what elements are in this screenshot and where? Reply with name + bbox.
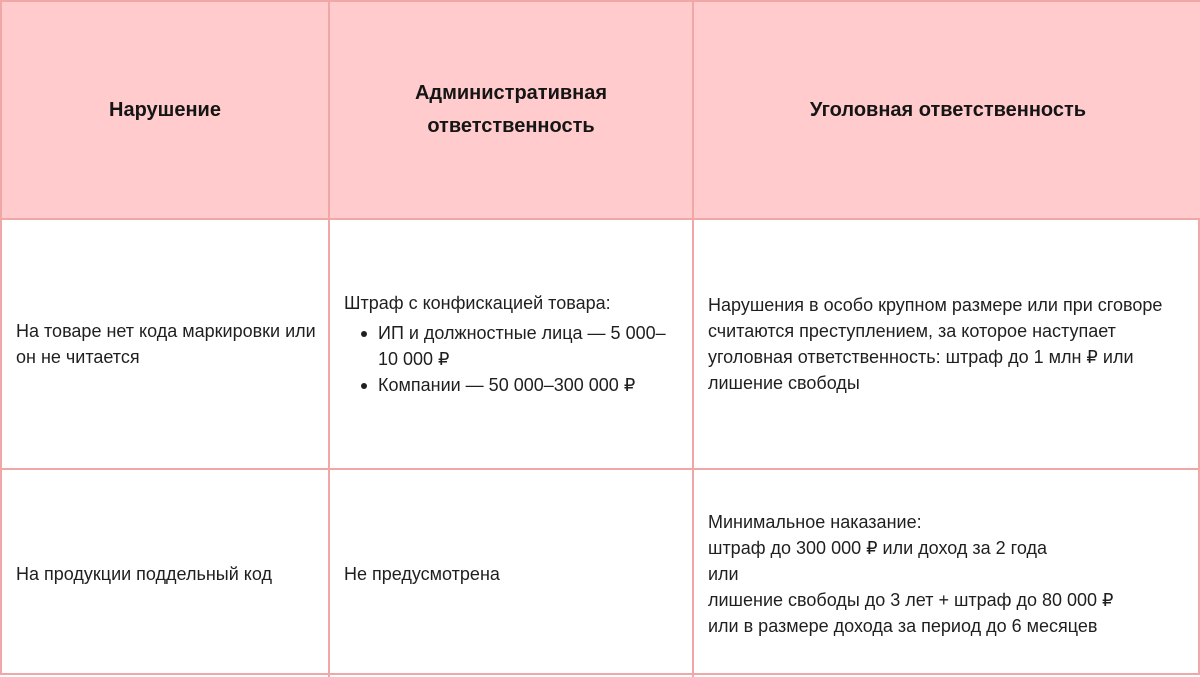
criminal-line: лишение свободы до 3 лет + штраф до 80 000 ₽ <box>708 589 1114 610</box>
row-2-violation-text: На продукции поддельный код <box>16 563 272 584</box>
list-item-text: Компании — 50 000–300 000 ₽ <box>378 375 636 395</box>
criminal-line: или в размере дохода за период до 6 месяцев <box>708 615 1098 636</box>
row-2-administrative <box>330 470 694 677</box>
header-criminal-liability: Уголовная ответственность <box>694 2 1200 220</box>
row-1-criminal-text: Нарушения в особо крупном размере или при сговоре считаются преступлением, за которое наступает уголовная ответственность: штраф до 1 млн ₽ или лишение свободы <box>708 295 1163 393</box>
row-2-criminal-content <box>708 509 1114 639</box>
row-2-violation <box>2 470 330 677</box>
row-2-criminal <box>694 470 1200 677</box>
criminal-line: Минимальное наказание: <box>708 511 922 532</box>
bullet-icon <box>361 331 367 337</box>
fine-intro: Штраф с конфискацией товара: <box>344 293 611 313</box>
row-1-violation <box>2 220 330 470</box>
row-2-administrative-text: Не предусмотрена <box>344 563 500 584</box>
bullet-icon <box>361 383 367 389</box>
list-item <box>344 320 682 372</box>
fine-list <box>344 320 682 398</box>
list-item <box>344 372 682 398</box>
row-1-criminal <box>694 220 1200 470</box>
row-1-administrative-content <box>344 290 682 398</box>
list-item-text: ИП и должностные лица — 5 000–10 000 ₽ <box>378 323 666 369</box>
row-1-violation-text: На товаре нет кода маркировки или он не читается <box>16 321 316 367</box>
row-1-administrative <box>330 220 694 470</box>
header-violation: Нарушение <box>2 2 330 220</box>
criminal-line: штраф до 300 000 ₽ или доход за 2 года <box>708 537 1047 558</box>
criminal-line: или <box>708 563 739 584</box>
header-administrative-liability: Административная ответственность <box>330 2 694 220</box>
